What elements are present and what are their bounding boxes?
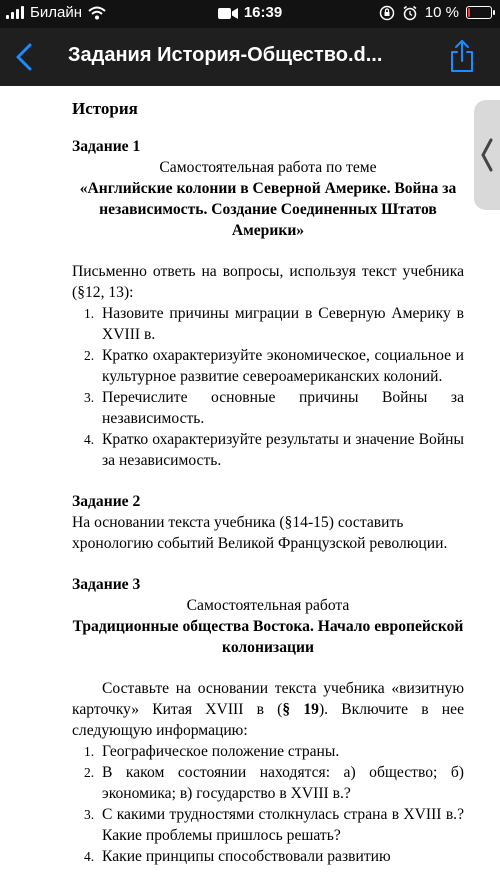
- side-panel-handle[interactable]: [474, 100, 500, 210]
- battery-percent: 10 %: [424, 4, 459, 21]
- nav-bar: [0, 28, 500, 86]
- task1-label: Задание 1: [72, 138, 141, 155]
- rotation-lock-icon: [379, 5, 395, 21]
- status-bar: [0, 0, 500, 28]
- task3-title: Традиционные общества Востока. Начало европейской колонизации: [72, 618, 464, 656]
- share-button[interactable]: [448, 39, 476, 73]
- task3-intro: Составьте на основании текста учебника «визитную карточку» Китая XVIII в (§ 19). Включите в нее следующую информацию:: [72, 680, 464, 739]
- task1-subtitle: Самостоятельная работа по теме: [159, 159, 377, 176]
- task3-label: Задание 3: [72, 576, 141, 593]
- carrier-name: Билайн: [30, 4, 82, 21]
- task2-label: Задание 2: [72, 493, 141, 510]
- list-item: 3. Перечислите основные причины Войны за независимость.: [84, 389, 464, 427]
- back-button[interactable]: [10, 40, 40, 74]
- task1-intro: Письменно ответь на вопросы, используя текст учебника (§12, 13):: [72, 263, 464, 301]
- list-item: 4. Какие принципы способствовали развитию: [84, 848, 391, 865]
- document-page: [72, 98, 464, 867]
- battery-icon: [466, 6, 492, 19]
- share-icon: [452, 41, 472, 71]
- list-item: 4. Кратко охарактеризуйте результаты и значение Войны за независимость.: [84, 431, 464, 469]
- task3-subtitle: Самостоятельная работа: [186, 597, 350, 614]
- chevron-left-icon: [480, 137, 494, 173]
- task1-list: [84, 303, 464, 471]
- task2-text: На основании текста учебника (§14-15) составить хронологию событий Великой Французской революции.: [72, 514, 448, 552]
- chevron-left-icon: [18, 45, 30, 69]
- status-time: 16:39: [243, 4, 283, 21]
- doc-heading: История: [72, 99, 138, 118]
- paragraph-ref: § 19: [282, 701, 319, 718]
- battery-fill: [468, 8, 470, 17]
- list-item: 2. В каком состоянии находятся: а) общество; б) экономика; в) государство в XVIII в.?: [84, 764, 464, 802]
- status-right: [379, 4, 492, 21]
- list-item: 3. С какими трудностями столкнулась страна в XVIII в.? Какие проблемы пришлось решать?: [84, 806, 464, 844]
- task3-list: [84, 741, 464, 867]
- task1-title: «Английские колонии в Северной Америке. Война за независимость. Создание Соединенных Штатов Америки»: [79, 180, 457, 239]
- list-item: 1. Географическое положение страны.: [84, 743, 340, 760]
- alarm-icon: [402, 5, 418, 21]
- list-item: 2. Кратко охарактеризуйте экономическое, социальное и культурное развитие североамериканских колоний.: [84, 347, 464, 385]
- list-item: 1. Назовите причины миграции в Северную Америку в XVIII в.: [84, 305, 464, 343]
- screen-record-icon: [218, 7, 238, 20]
- document-title: Задания История-Общество.d...: [68, 44, 383, 66]
